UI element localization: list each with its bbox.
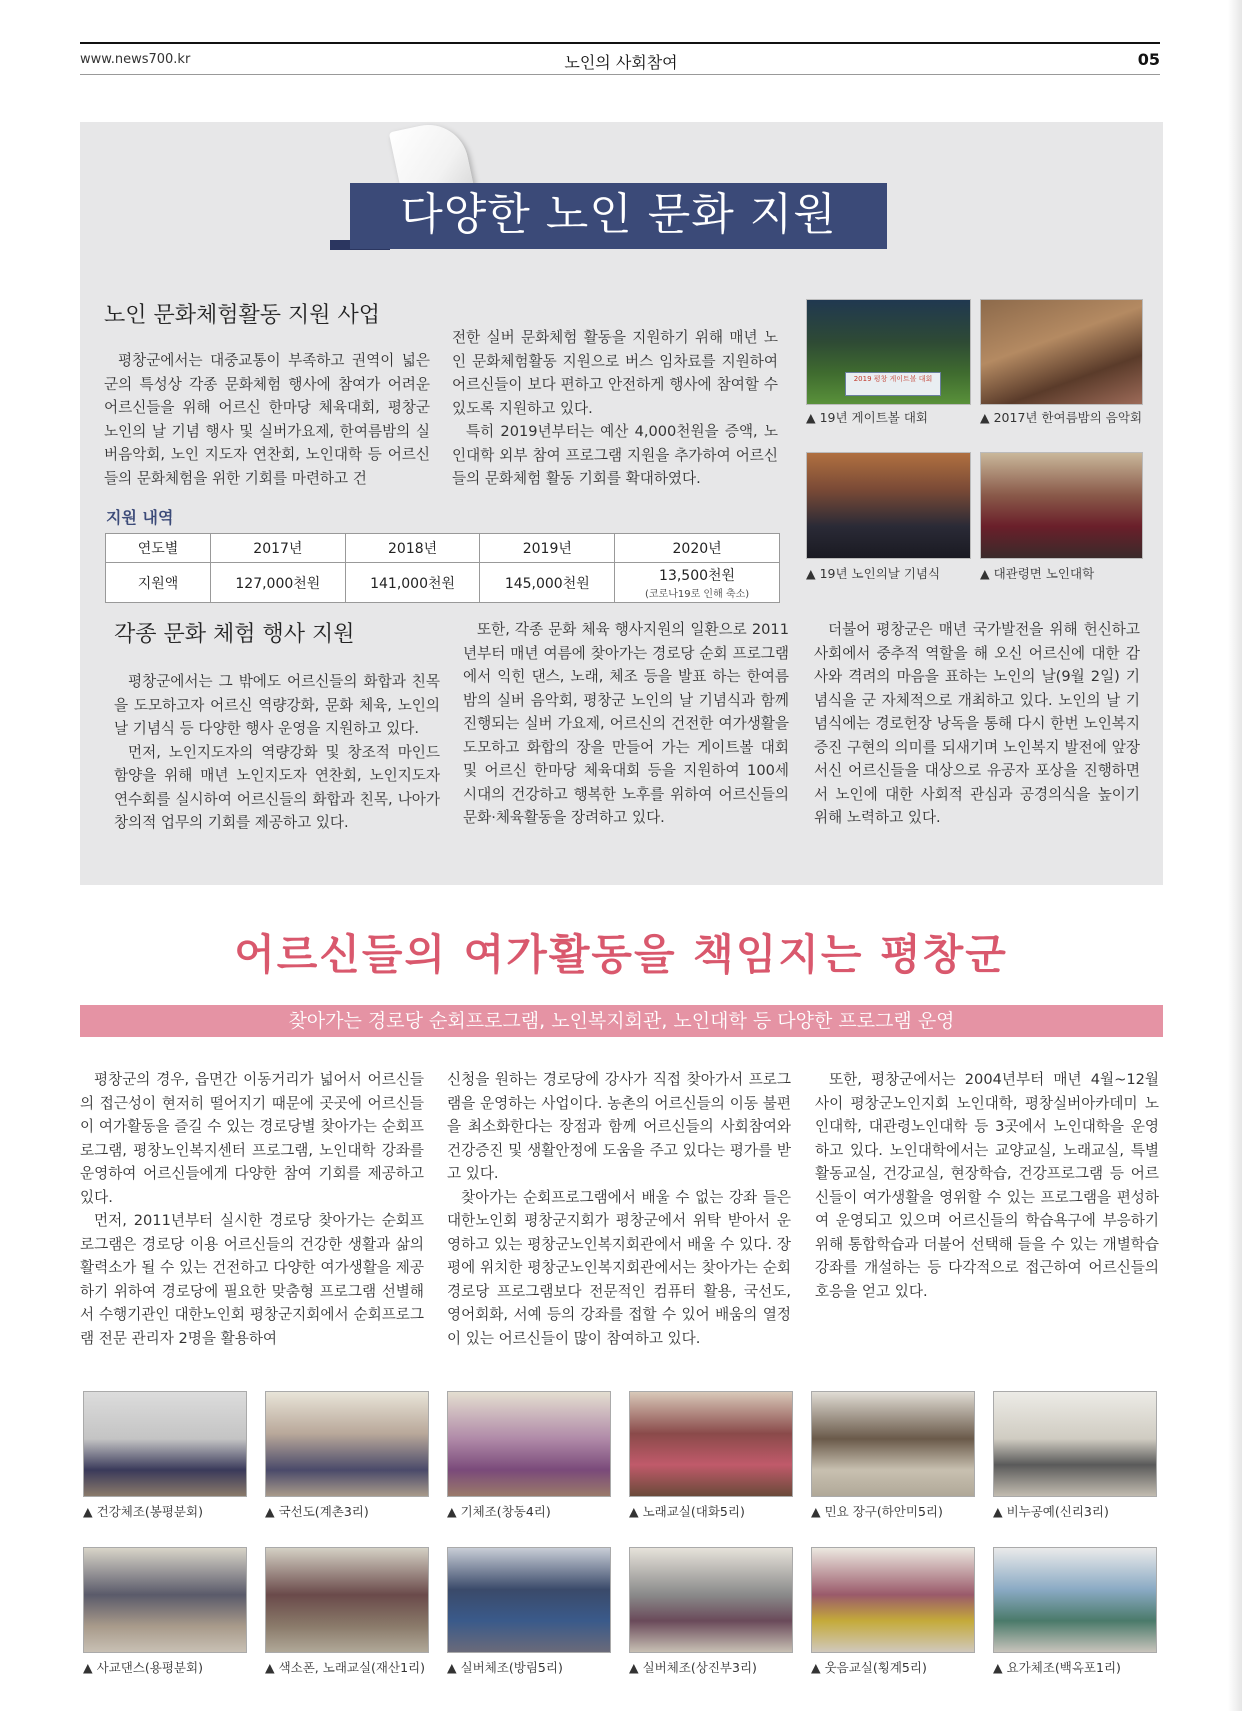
header-url[interactable]: www.news700.kr [80,52,191,67]
gallery-photo [811,1547,975,1653]
gallery-photo [629,1547,793,1653]
section2-col1-text-a: 평창군에서는 그 밖에도 어르신들의 화합과 친목을 도모하고자 어르신 역량강화, 문화 체육, 노인의 날 기념식 등 다양한 행사 운영을 지원하고 있다. [114,673,440,737]
support-amount-row [106,563,780,603]
section1-title: 노인 문화체험활동 지원 사업 [104,303,381,328]
photo-caption: ▲ 19년 노인의날 기념식 [806,566,941,581]
support-year-header: 연도별 [106,534,211,563]
support-year: 2018년 [345,534,480,563]
gallery-photo [993,1391,1157,1497]
gallery-caption: ▲ 웃음교실(횡계5리) [811,1660,927,1675]
section1-col2-text-b: 특히 2019년부터는 예산 4,000천원을 증액, 노인대학 외부 참여 프로그램 지원을 추가하여 어르신들의 문화체험 활동 기회를 확대하였다. [452,423,778,487]
header-bottom-rule [80,74,1160,75]
article2-subheadline: 찾아가는 경로당 순회프로그램, 노인복지회관, 노인대학 등 다양한 프로그램 운영 [80,1005,1163,1037]
gallery-caption: ▲ 실버체조(상진부3리) [629,1660,757,1675]
gallery-photo [811,1391,975,1497]
support-table [105,533,780,603]
section2-col1-text-b: 먼저, 노인지도자의 역량강화 및 창조적 마인드 함양을 위해 매년 노인지도자 연찬회, 노인지도자 연수회를 실시하여 어르신들의 화합과 친목, 나아가 창의적 업무의 기회를 제공하고 있다. [114,743,440,831]
gallery-caption: ▲ 건강체조(봉평분회) [83,1504,203,1519]
section2-col2 [463,618,789,830]
photo-caption: ▲ 대관령면 노인대학 [980,566,1095,581]
gallery-photo [83,1391,247,1497]
support-year: 2017년 [211,534,346,563]
section1-col1-text: 평창군에서는 대중교통이 부족하고 권역이 넓은 군의 특성상 각종 문화체험 행사에 참여가 어려운 어르신들을 위해 어르신 한마당 체육대회, 평창군 노인의 날 기념 행사 및 실버가요제, 한여름밤의 실버음악회, 노인 지도자 연찬회, 노인대학 등 어르신들의 문화체험을 위한 기회를 마련하고 건 [104,352,430,487]
section1-col1 [104,349,430,490]
article2-col1-text-a: 평창군의 경우, 읍면간 이동거리가 넓어서 어르신들의 접근성이 현저히 떨어지기 때문에 곳곳에 어르신들이 여가활동을 즐길 수 있는 경로당별 찾아가는 순회프로그램, 평창노인복지센터 프로그램, 노인대학 강좌를 운영하여 어르신들에게 다양한 참여 기회를 제공하고 있다. [80,1071,424,1206]
article2-col2-text-a: 신청을 원하는 경로당에 강사가 직접 찾아가서 프로그램을 운영하는 사업이다. 농촌의 어르신들의 이동 불편을 최소화한다는 장점과 함께 어르신들의 사회참여와 건강증진 및 생활안정에 도움을 주고 있다는 평가를 받고 있다. [447,1071,791,1182]
support-amount-2020 [615,563,780,603]
photo-caption: ▲ 2017년 한여름밤의 음악회 [980,410,1143,425]
gallery-caption: ▲ 색소폰, 노래교실(재산1리) [265,1660,425,1675]
gallery-photo [447,1391,611,1497]
photo-caption: ▲ 19년 게이트볼 대회 [806,410,928,425]
article2-col1 [80,1068,424,1350]
gallery-photo [265,1391,429,1497]
gallery-caption: ▲ 민요 장구(하안미5리) [811,1504,943,1519]
gallery-caption: ▲ 사교댄스(용평분회) [83,1660,203,1675]
support-year-row [106,534,780,563]
gallery-caption: ▲ 실버체조(방림5리) [447,1660,563,1675]
gallery-caption: ▲ 요가체조(백옥포1리) [993,1660,1121,1675]
article2-col2-text-b: 찾아가는 순회프로그램에서 배울 수 없는 강좌 들은 대한노인회 평창군지회가 평창군에서 위탁 받아서 운영하고 있는 평창군노인복지회관에서 배울 수 있다. 장평에 위치한 평창군노인복지회관에서는 찾아가는 순회경로당 프로그램보다 전문적인 컴퓨터 활용, 국선도, 영어회화, 서예 등의 강좌를 접할 수 있어 배움의 열정이 있는 어르신들이 많이 참여하고 있다. [447,1188,791,1347]
gallery-photo [447,1547,611,1653]
banner-title: 다양한 노인 문화 지원 [350,183,887,249]
header-top-rule [80,42,1160,44]
article2-col3 [815,1068,1159,1303]
support-amount: 127,000천원 [211,563,346,603]
section1-col2-text-a: 전한 실버 문화체험 활동을 지원하기 위해 매년 노인 문화체험활동 지원으로 버스 임차료를 지원하여 어르신들이 보다 편하고 안전하게 행사에 참여할 수 있도록 지원하고 있다. [452,329,778,417]
gallery-photo [265,1547,429,1653]
photo-senior-college [980,452,1143,559]
support-amount-header: 지원액 [106,563,211,603]
page-edge-shadow [1228,0,1242,1711]
article2-headline: 어르신들의 여가활동을 책임지는 평창군 [234,930,1008,979]
gallery-photo [993,1547,1157,1653]
photo-elders-day [806,452,971,559]
photo-gateball [806,299,971,405]
section2-title: 각종 문화 체험 행사 지원 [114,622,355,647]
support-label: 지원 내역 [106,508,174,527]
gallery-caption: ▲ 비누공예(신리3리) [993,1504,1109,1519]
section2-col1 [114,670,440,835]
gateball-sign: 2019 평창 게이트볼 대회 [845,372,941,396]
header-page-number: 05 [1137,50,1160,69]
gallery-photo [629,1391,793,1497]
support-year: 2020년 [615,534,780,563]
gallery-caption: ▲ 노래교실(대화5리) [629,1504,745,1519]
gallery-caption: ▲ 기체조(창동4리) [447,1504,551,1519]
section2-col3-text: 더불어 평창군은 매년 국가발전을 위해 헌신하고 사회에서 중추적 역할을 해 오신 어르신에 대한 감사와 격려의 마음을 표하는 노인의 날(9월 2일) 기념식을 군 자체적으로 개최하고 있다. 노인의 날 기념식에는 경로헌장 낭독을 통해 다시 한번 노인복지 증진 구현의 의미를 되새기며 노인복지 발전에 앞장 서신 어르신들을 대상으로 유공자 포상을 진행하면서 노인에 대한 사회적 관심과 공경의식을 높이기 위해 노력하고 있다. [814,621,1140,826]
photo-summer-concert [980,299,1143,405]
gallery-caption: ▲ 국선도(계촌3리) [265,1504,369,1519]
section2-col2-text: 또한, 각종 문화 체육 행사지원의 일환으로 2011년부터 매년 여름에 찾아가는 경로당 순회 프로그램에서 익힌 댄스, 노래, 체조 등을 발표 하는 한여름밤의 실버 음악회, 평창군 노인의 날 기념식과 함께 진행되는 실버 가요제, 어르신의 건전한 여가생활을 도모하고 화합의 장을 만들어 가는 게이트볼 대회 및 어르신 한마당 체육대회 등을 지원하여 100세 시대의 건강하고 행복한 노후를 위하여 어르신들의 문화·체육활동을 장려하고 있다. [463,621,789,826]
gallery-photo [83,1547,247,1653]
support-year: 2019년 [480,534,615,563]
article2-col1-text-b: 먼저, 2011년부터 실시한 경로당 찾아가는 순회프로그램은 경로당 이용 어르신들의 건강한 생활과 삶의 활력소가 될 수 있는 건전하고 다양한 여가생활을 제공하기 위하여 경로당에 필요한 맞춤형 프로그램 선별해서 수행기관인 대한노인회 평창군지회에서 순회프로그램 전문 관리자 2명을 활용하여 [80,1212,424,1347]
article2-col3-text: 또한, 평창군에서는 2004년부터 매년 4월~12월 사이 평창군노인지회 노인대학, 평창실버아카데미 노인대학, 대관령노인대학 등 3곳에서 노인대학을 운영하고 있다. 노인대학에서는 교양교실, 노래교실, 특별활동교실, 건강교실, 현장학습, 건강프로그램 등 어르신들이 여가생활을 영위할 수 있는 프로그램을 편성하여 운영되고 있으며 어르신들의 학습욕구에 부응하기 위해 통합학습과 더불어 선택해 들을 수 있는 개별학습 강좌를 개설하는 등 다각적으로 접근하여 어르신들의 호응을 얻고 있다. [815,1071,1159,1300]
section2-col3 [814,618,1140,830]
section1-col2 [452,326,778,491]
article2-col2 [447,1068,791,1350]
header-section-title: 노인의 사회참여 [564,53,678,72]
support-amount: 13,500천원 [659,568,736,584]
support-amount: 141,000천원 [345,563,480,603]
support-note: (코로나19로 인해 축소) [644,589,750,600]
support-amount: 145,000천원 [480,563,615,603]
